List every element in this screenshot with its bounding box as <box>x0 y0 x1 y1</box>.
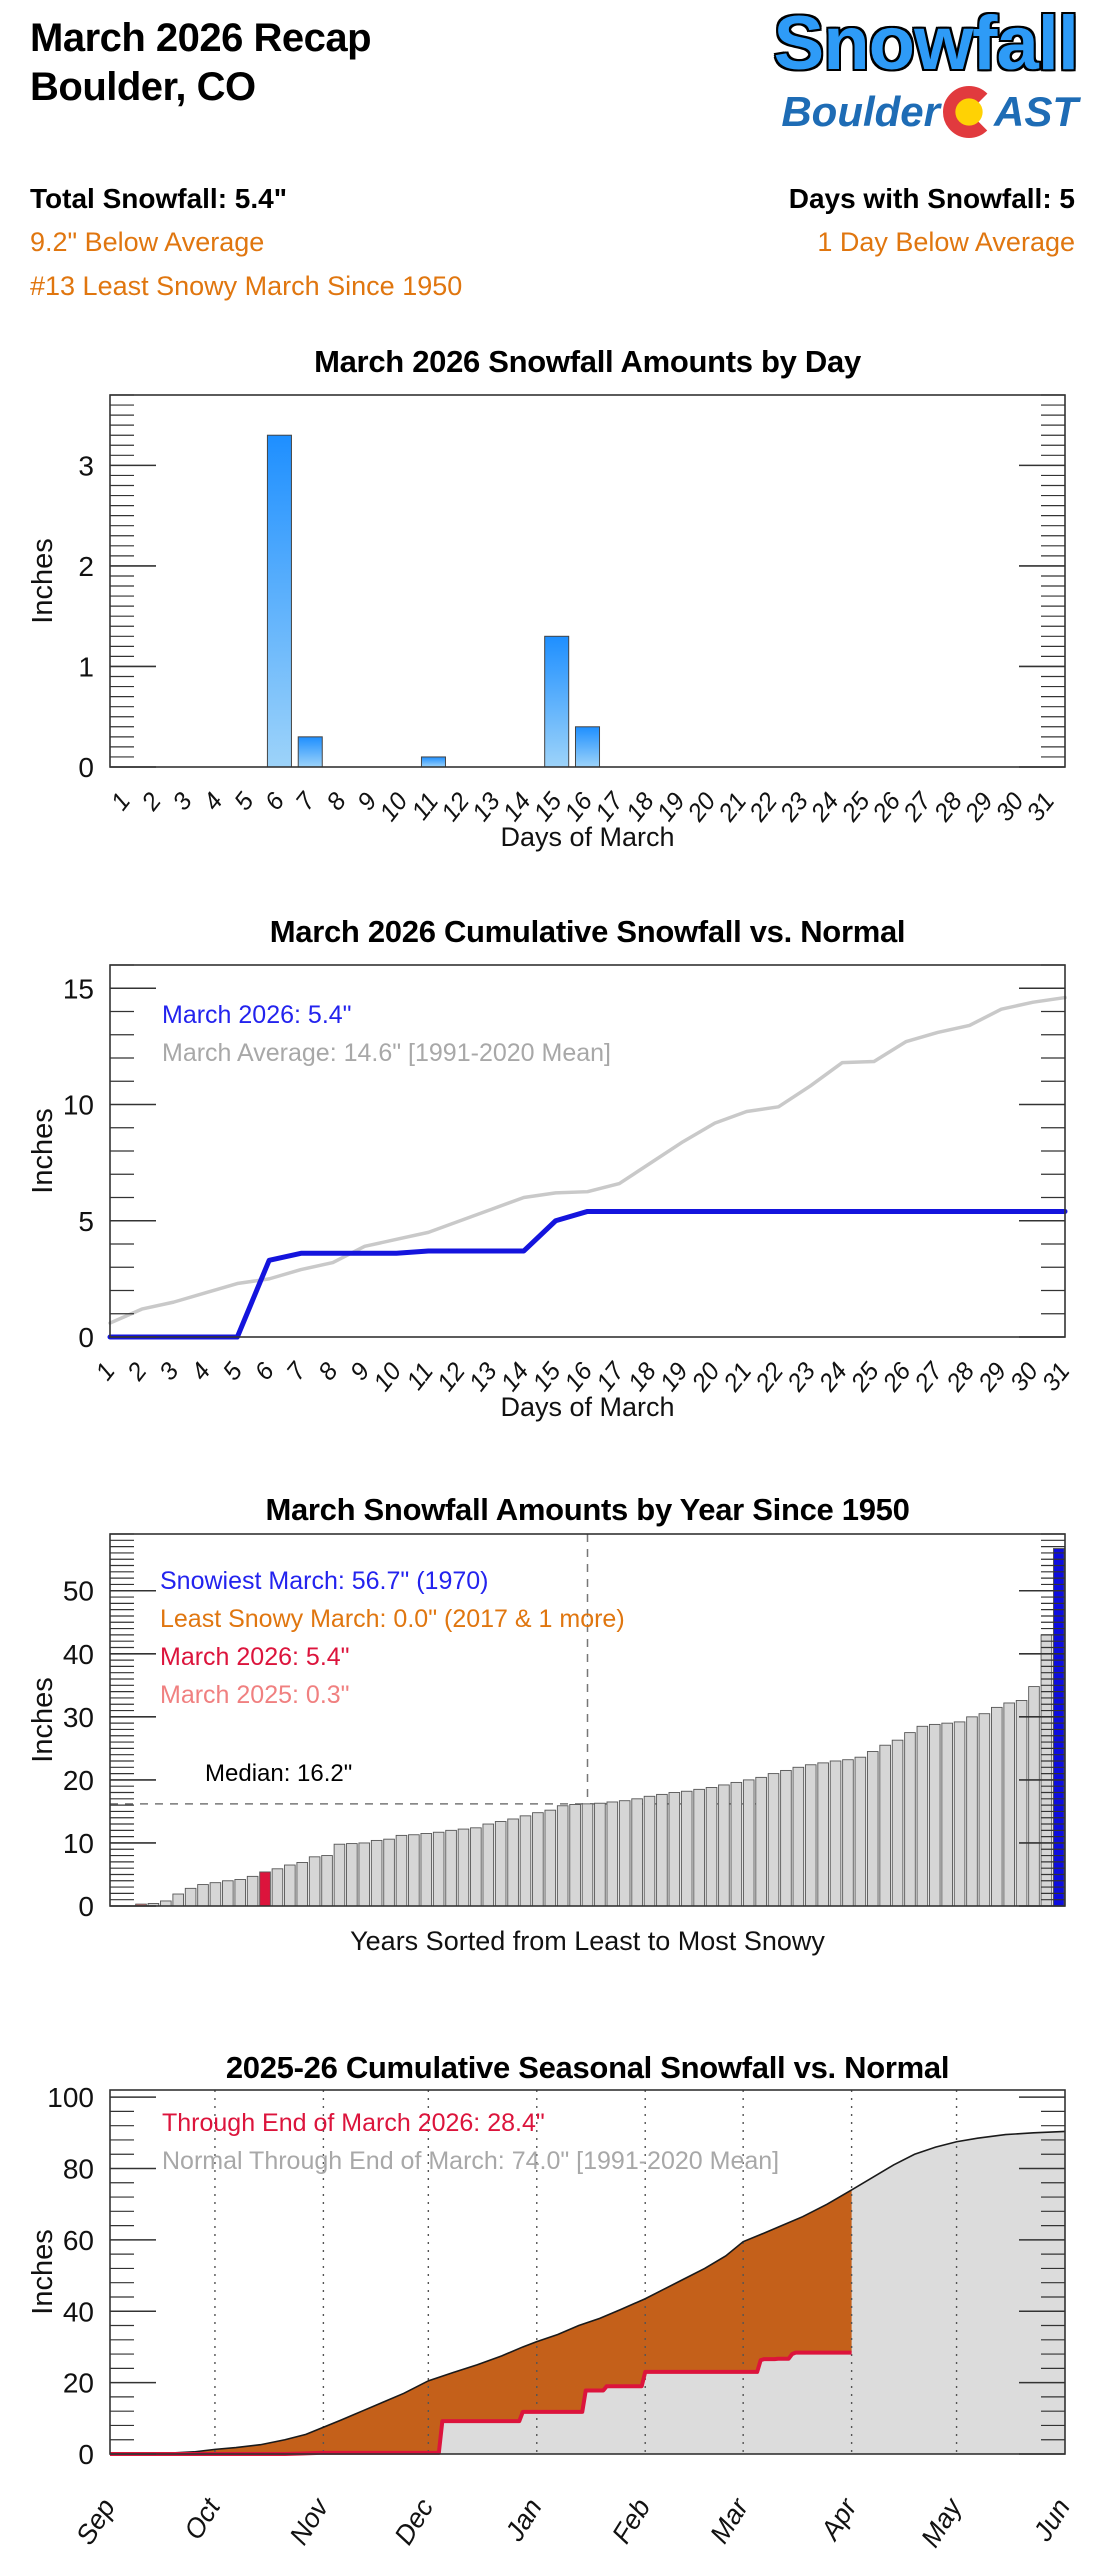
brand-boulder-text: Boulder <box>781 88 940 135</box>
svg-text:50: 50 <box>62 1575 94 1607</box>
chart-legend <box>162 2104 779 2180</box>
svg-text:16: 16 <box>559 1357 599 1397</box>
colorado-flag-icon <box>943 86 995 138</box>
page-title-line2: Boulder, CO <box>30 64 256 109</box>
snowfall-logo-text: Snowfall <box>773 1 1078 86</box>
svg-text:12: 12 <box>431 1357 471 1397</box>
svg-text:17: 17 <box>590 1357 631 1397</box>
svg-text:Inches: Inches <box>27 1677 59 1763</box>
svg-text:21: 21 <box>713 787 753 827</box>
svg-text:6: 6 <box>249 1357 280 1386</box>
legend-march-average: March Average: 14.6" [1991-2020 Mean] <box>162 1039 611 1067</box>
svg-text:27: 27 <box>897 787 938 827</box>
svg-text:Dec: Dec <box>388 2493 440 2550</box>
svg-text:19: 19 <box>651 787 691 827</box>
svg-text:23: 23 <box>781 1357 822 1397</box>
svg-text:22: 22 <box>750 1357 790 1397</box>
chart-march-by-year <box>0 1478 1102 1998</box>
svg-text:19: 19 <box>654 1357 694 1397</box>
svg-text:28: 28 <box>928 787 968 827</box>
svg-text:18: 18 <box>620 787 660 827</box>
x-axis-label: Days of March <box>500 1392 675 1422</box>
svg-text:2: 2 <box>78 550 94 582</box>
x-axis-label: Days of March <box>500 822 675 852</box>
svg-text:15: 15 <box>62 973 94 1005</box>
total-snowfall-delta: 9.2" Below Average <box>30 227 265 258</box>
legend-march-2026: March 2026: 5.4" <box>162 1001 352 1029</box>
svg-text:13: 13 <box>463 1357 503 1397</box>
svg-text:Apr: Apr <box>814 2493 863 2545</box>
svg-text:80: 80 <box>62 2153 94 2185</box>
svg-text:15: 15 <box>528 787 568 827</box>
svg-text:5: 5 <box>228 787 260 816</box>
svg-text:3: 3 <box>153 1357 185 1386</box>
svg-text:Oct: Oct <box>178 2493 227 2545</box>
svg-text:12: 12 <box>435 787 476 827</box>
svg-text:24: 24 <box>805 787 845 827</box>
svg-text:Mar: Mar <box>704 2493 755 2549</box>
svg-text:0: 0 <box>78 1322 94 1353</box>
svg-text:9: 9 <box>344 1357 376 1386</box>
svg-text:31: 31 <box>1036 1357 1076 1397</box>
svg-text:10: 10 <box>62 1089 94 1121</box>
svg-text:8: 8 <box>321 787 352 816</box>
svg-text:Nov: Nov <box>283 2493 335 2550</box>
svg-text:Jun: Jun <box>1027 2493 1077 2547</box>
svg-text:24: 24 <box>813 1357 853 1397</box>
svg-text:7: 7 <box>281 1357 312 1386</box>
total-snowfall-rank: #13 Least Snowy March Since 1950 <box>30 271 463 302</box>
svg-text:11: 11 <box>406 787 445 826</box>
bouldercast-logo <box>774 86 1078 138</box>
svg-text:1: 1 <box>78 651 94 683</box>
svg-text:4: 4 <box>197 787 229 816</box>
svg-text:8: 8 <box>312 1357 344 1386</box>
svg-text:31: 31 <box>1021 787 1061 827</box>
stats-total <box>30 176 462 309</box>
svg-text:6: 6 <box>259 787 291 816</box>
svg-text:17: 17 <box>589 787 630 827</box>
legend-march-2026: March 2026: 5.4" <box>160 1643 350 1671</box>
svg-text:16: 16 <box>559 787 599 827</box>
svg-text:0: 0 <box>78 1891 94 1922</box>
chart-daily-snowfall <box>0 330 1102 890</box>
legend-through-march: Through End of March 2026: 28.4" <box>162 2109 545 2137</box>
chart-title: 2025-26 Cumulative Seasonal Snowfall vs. Normal <box>225 2050 950 2085</box>
svg-text:29: 29 <box>959 787 999 827</box>
svg-text:10: 10 <box>62 1827 94 1859</box>
svg-text:Inches: Inches <box>27 2229 59 2315</box>
stats-days <box>789 176 1075 265</box>
svg-text:20: 20 <box>62 2367 94 2399</box>
chart-legend <box>162 996 611 1072</box>
svg-text:26: 26 <box>877 1357 917 1397</box>
page-title-line1: March 2026 Recap <box>30 16 372 60</box>
legend-normal-through-march: Normal Through End of March: 74.0" [1991-2020 Mean] <box>162 2147 780 2175</box>
svg-text:20: 20 <box>62 1764 94 1796</box>
svg-text:0: 0 <box>78 2439 94 2470</box>
chart-title: March 2026 Cumulative Snowfall vs. Normal <box>269 914 906 949</box>
svg-text:Jan: Jan <box>499 2493 548 2547</box>
chart-seasonal-cumulative <box>0 2032 1102 2560</box>
svg-text:14: 14 <box>497 787 537 827</box>
svg-text:60: 60 <box>62 2224 94 2256</box>
svg-text:15: 15 <box>527 1357 567 1397</box>
svg-text:Feb: Feb <box>606 2493 657 2549</box>
svg-text:28: 28 <box>941 1357 981 1397</box>
svg-text:30: 30 <box>62 1701 94 1733</box>
svg-text:18: 18 <box>622 1357 662 1397</box>
svg-text:1: 1 <box>90 1357 121 1386</box>
chart-title: March 2026 Snowfall Amounts by Day <box>314 344 861 379</box>
svg-text:3: 3 <box>167 787 198 816</box>
svg-text:25: 25 <box>836 787 876 827</box>
svg-text:30: 30 <box>1004 1357 1044 1397</box>
svg-text:21: 21 <box>718 1357 758 1397</box>
svg-text:100: 100 <box>47 2084 94 2114</box>
svg-text:2: 2 <box>136 787 167 816</box>
svg-text:20: 20 <box>682 787 722 827</box>
svg-text:27: 27 <box>909 1357 949 1397</box>
days-with-snowfall-stat: Days with Snowfall: 5 <box>788 183 1075 214</box>
chart-legend <box>160 1562 625 1714</box>
svg-text:22: 22 <box>743 787 784 827</box>
svg-text:0: 0 <box>78 752 94 783</box>
svg-text:40: 40 <box>62 1638 94 1670</box>
svg-text:10: 10 <box>374 787 414 827</box>
total-snowfall-stat: Total Snowfall: 5.4" <box>30 183 288 214</box>
legend-least-snowy: Least Snowy March: 0.0" (2017 & 1 more) <box>160 1605 625 1633</box>
daily-snowfall-plot <box>0 385 1102 890</box>
legend-march-2025: March 2025: 0.3" <box>160 1681 350 1709</box>
svg-text:30: 30 <box>990 787 1030 827</box>
days-with-snowfall-delta: 1 Day Below Average <box>817 227 1075 258</box>
svg-text:11: 11 <box>401 1357 440 1396</box>
svg-text:26: 26 <box>867 787 907 827</box>
svg-text:4: 4 <box>185 1357 217 1386</box>
svg-text:13: 13 <box>466 787 506 827</box>
svg-text:7: 7 <box>290 787 321 816</box>
chart-title: March Snowfall Amounts by Year Since 1950 <box>265 1492 910 1527</box>
svg-text:Inches: Inches <box>27 538 59 624</box>
legend-snowiest: Snowiest March: 56.7" (1970) <box>160 1567 489 1595</box>
svg-text:10: 10 <box>368 1357 408 1397</box>
median-label: Median: 16.2" <box>205 1760 353 1787</box>
x-axis-label: Years Sorted from Least to Most Snowy <box>350 1926 825 1956</box>
svg-text:5: 5 <box>217 1357 249 1386</box>
svg-text:3: 3 <box>78 450 94 482</box>
svg-text:Inches: Inches <box>27 1108 59 1194</box>
brand-cast-text: AST <box>994 88 1078 135</box>
svg-text:Sep: Sep <box>70 2493 122 2550</box>
brand-logo <box>773 1 1078 138</box>
svg-text:May: May <box>915 2493 968 2553</box>
svg-text:29: 29 <box>972 1357 1013 1397</box>
svg-text:14: 14 <box>495 1357 535 1397</box>
svg-text:1: 1 <box>105 787 137 816</box>
page-title <box>30 14 371 112</box>
chart-cumulative-march <box>0 900 1102 1460</box>
svg-text:23: 23 <box>774 787 814 827</box>
svg-text:25: 25 <box>845 1357 885 1397</box>
svg-text:20: 20 <box>686 1357 726 1397</box>
svg-text:9: 9 <box>351 787 383 816</box>
svg-text:5: 5 <box>78 1205 94 1237</box>
svg-text:2: 2 <box>121 1357 153 1386</box>
svg-text:40: 40 <box>62 2296 94 2328</box>
